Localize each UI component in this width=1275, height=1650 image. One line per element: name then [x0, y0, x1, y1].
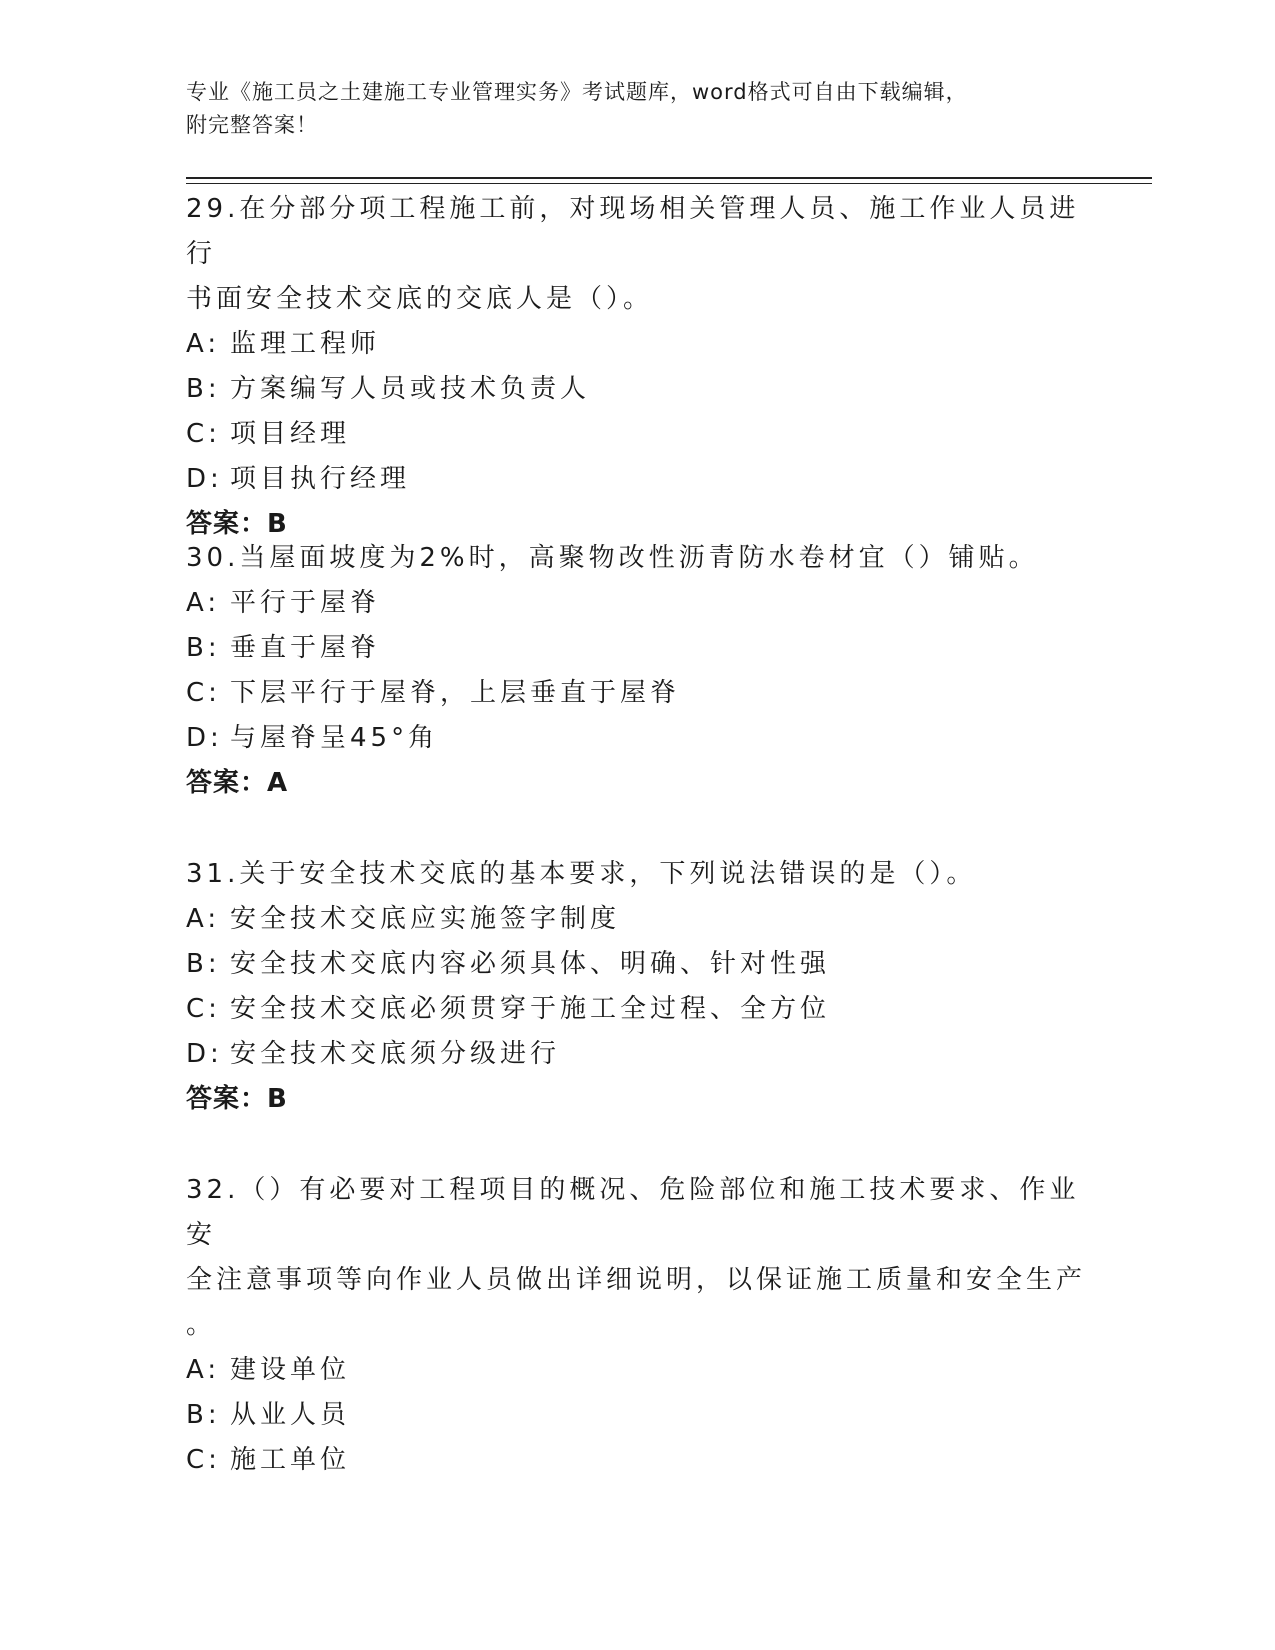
question-stem-line: 29.在分部分项工程施工前，对现场相关管理人员、施工作业人员进行 [186, 194, 1080, 269]
option-c [186, 412, 1086, 457]
option-text: 监理工程师 [230, 329, 381, 359]
option-text: 安全技术交底必须贯穿于施工全过程、全方位 [230, 994, 831, 1024]
header-line-2: 附完整答案！ [186, 113, 318, 137]
option-d [186, 1032, 1086, 1077]
header-divider-thin [186, 183, 1152, 184]
question-stem-line: 31.关于安全技术交底的基本要求，下列说法错误的是（）。 [186, 859, 977, 889]
option-c [186, 1438, 1086, 1483]
question-stem-line: 全注意事项等向作业人员做出详细说明，以保证施工质量和安全生产 [186, 1265, 1087, 1295]
option-letter: B: [186, 633, 221, 663]
option-text: 垂直于屋脊 [230, 633, 381, 663]
option-letter: D: [186, 464, 223, 494]
option-letter: C: [186, 419, 221, 449]
question-30 [186, 536, 1086, 806]
option-text: 安全技术交底应实施签字制度 [230, 904, 621, 934]
option-letter: C: [186, 994, 221, 1024]
option-text: 项目经理 [230, 419, 351, 449]
option-a [186, 581, 1086, 626]
answer-line: 答案：B [186, 1084, 288, 1114]
question-32 [186, 1168, 1086, 1483]
question-stem-line: 书面安全技术交底的交底人是（）。 [186, 284, 654, 314]
document-header [186, 76, 1086, 142]
option-text: 安全技术交底须分级进行 [230, 1039, 561, 1069]
question-31 [186, 852, 1086, 1122]
option-c [186, 671, 1086, 716]
option-letter: A: [186, 904, 221, 934]
option-b [186, 942, 1086, 987]
option-text: 建设单位 [230, 1355, 351, 1385]
option-text: 方案编写人员或技术负责人 [230, 374, 591, 404]
option-text: 施工单位 [230, 1445, 351, 1475]
option-letter: B: [186, 949, 221, 979]
option-letter: A: [186, 588, 221, 618]
option-text: 平行于屋脊 [230, 588, 381, 618]
question-stem-line: 32.（）有必要对工程项目的概况、危险部位和施工技术要求、作业安 [186, 1175, 1080, 1250]
option-letter: C: [186, 1445, 221, 1475]
question-stem-line: 30.当屋面坡度为2%时，高聚物改性沥青防水卷材宜（）铺贴。 [186, 543, 1039, 573]
option-text: 下层平行于屋脊，上层垂直于屋脊 [230, 678, 681, 708]
option-letter: A: [186, 329, 221, 359]
option-letter: D: [186, 1039, 223, 1069]
option-text: 项目执行经理 [230, 464, 411, 494]
option-c [186, 987, 1086, 1032]
option-text: 从业人员 [230, 1400, 351, 1430]
header-line-1: 专业《施工员之土建施工专业管理实务》考试题库，word格式可自由下载编辑， [186, 80, 968, 104]
option-d [186, 457, 1086, 502]
question-29 [186, 187, 1086, 547]
option-letter: B: [186, 374, 221, 404]
header-divider-thick [186, 177, 1152, 179]
option-letter: C: [186, 678, 221, 708]
option-letter: D: [186, 723, 223, 753]
option-a [186, 897, 1086, 942]
option-b [186, 626, 1086, 671]
option-a [186, 1348, 1086, 1393]
option-b [186, 367, 1086, 412]
option-letter: B: [186, 1400, 221, 1430]
answer-line: 答案：A [186, 768, 289, 798]
option-d [186, 716, 1086, 761]
question-stem-line: 。 [186, 1310, 217, 1340]
option-text: 与屋脊呈45°角 [230, 723, 439, 753]
option-b [186, 1393, 1086, 1438]
option-a [186, 322, 1086, 367]
option-text: 安全技术交底内容必须具体、明确、针对性强 [230, 949, 831, 979]
option-letter: A: [186, 1355, 221, 1385]
answer-line: 答案：B [186, 509, 288, 539]
